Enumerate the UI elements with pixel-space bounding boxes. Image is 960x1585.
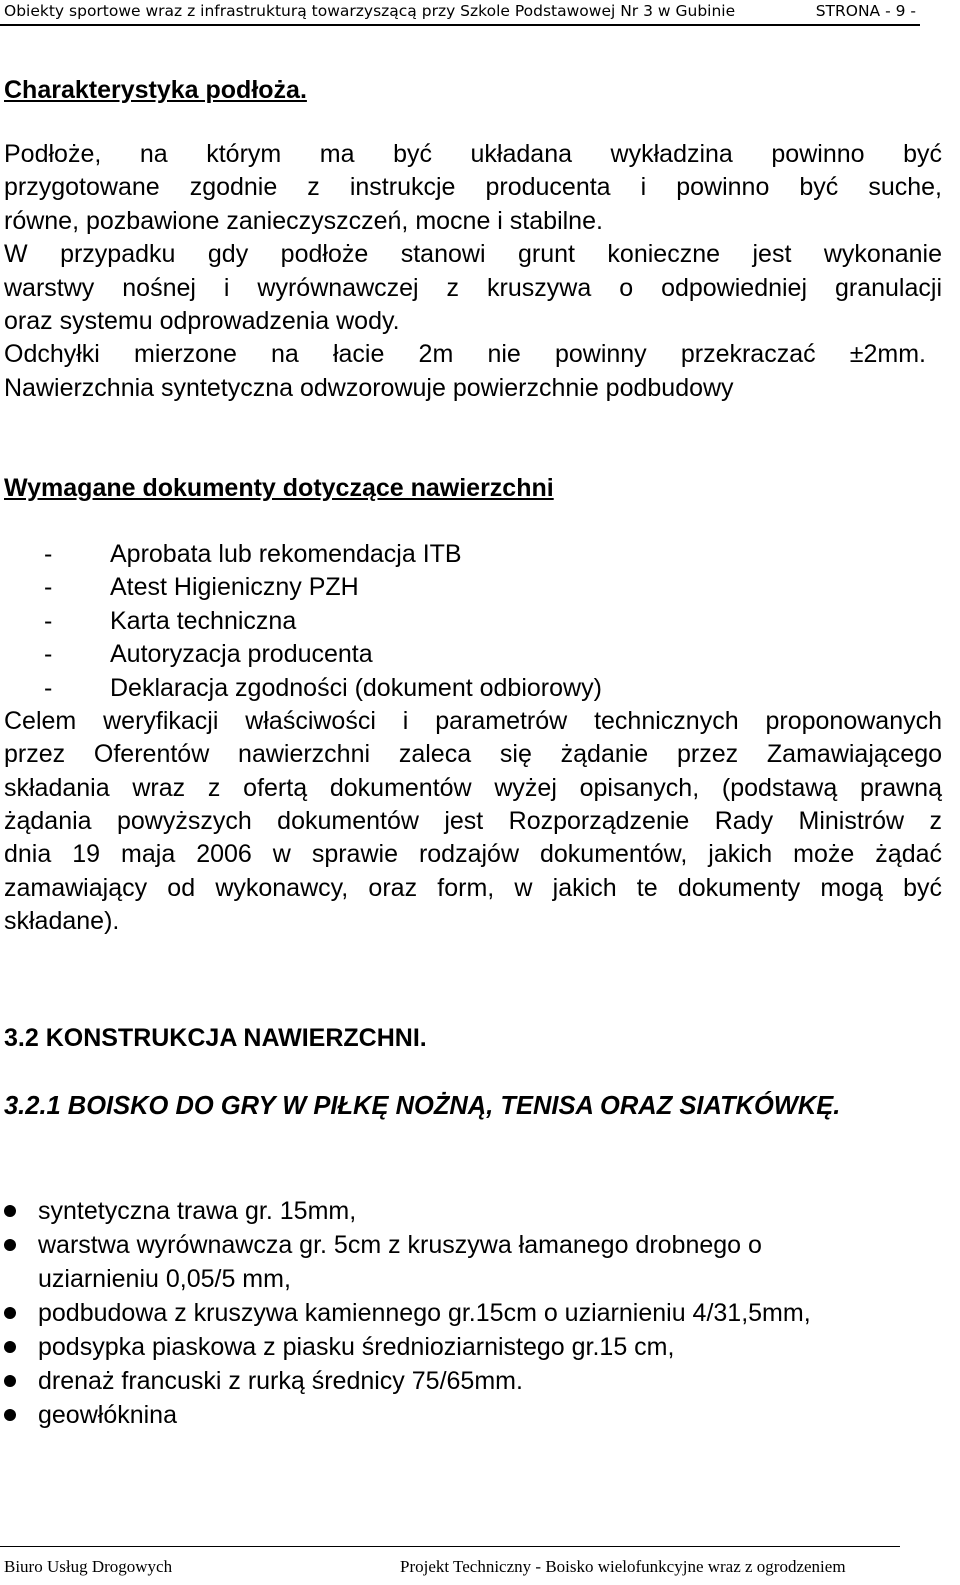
paragraph-line: równe, pozbawione zanieczyszczeń, mocne i stabilne. — [4, 207, 603, 235]
dash-marker: - — [44, 606, 53, 635]
list-item-text: warstwa wyrównawcza gr. 5cm z kruszywa łamanego drobnego o uziarnieniu 0,05/5 mm, — [38, 1231, 762, 1293]
dash-marker: - — [44, 540, 53, 568]
bullet-icon — [4, 1239, 16, 1251]
list-item-text: Karta techniczna — [110, 606, 297, 635]
page-header — [0, 0, 920, 26]
list-item — [0, 1330, 940, 1364]
paragraph-line: zamawiający od wykonawcy, oraz form, w jakich te dokumenty mogą być — [4, 874, 942, 902]
paragraph-line: Podłoże, na którym ma być układana wykładzina powinno być — [4, 140, 942, 168]
paragraph-line: Nawierzchnia syntetyczna odwzorowuje powierzchnie podbudowy — [4, 374, 734, 402]
paragraph-line: oraz systemu odprowadzenia wody. — [4, 307, 400, 335]
list-item — [44, 605, 602, 638]
list-item — [44, 638, 602, 671]
paragraph-line: warstwy nośnej i wyrównawczej z kruszywa o odpowiedniej granulacji — [4, 274, 942, 302]
paragraph-line: przygotowane zgodnie z instrukcje producenta i powinno być suche, — [4, 173, 942, 201]
list-item — [0, 1194, 940, 1228]
list-item — [44, 672, 602, 705]
list-item-text: syntetyczna trawa gr. 15mm, — [38, 1197, 357, 1225]
bullet-icon — [4, 1205, 16, 1217]
list-item-text: Autoryzacja producenta — [110, 640, 373, 669]
list-item-text: Aprobata lub rekomendacja ITB — [110, 540, 462, 568]
list-item — [0, 1364, 940, 1398]
paragraph-line: W przypadku gdy podłoże stanowi grunt konieczne jest wykonanie — [4, 240, 942, 268]
list-item — [0, 1228, 940, 1296]
dash-marker: - — [44, 673, 53, 702]
bullet-icon — [4, 1307, 16, 1319]
required-documents-list — [44, 538, 602, 705]
list-item-text: Deklaracja zgodności (dokument odbiorowy) — [110, 673, 602, 702]
header-title: Obiekty sportowe wraz z infrastrukturą towarzyszącą przy Szkole Podstawowej Nr 3 w Gubinie — [4, 2, 736, 20]
paragraph-line: składania wraz z ofertą dokumentów wyżej opisanych, (podstawą prawną — [4, 774, 942, 802]
bullet-icon — [4, 1341, 16, 1353]
list-item — [0, 1398, 940, 1432]
heading-konstrukcja: 3.2 KONSTRUKCJA NAWIERZCHNI. — [4, 1024, 427, 1052]
dash-marker: - — [44, 573, 53, 602]
construction-layers-list — [0, 1194, 940, 1432]
list-item-text: geowłóknina — [38, 1401, 177, 1429]
header-page-number: STRONA - 9 - — [815, 2, 916, 20]
paragraph-line: Odchyłki mierzone na łacie 2m nie powinny przekraczać ±2mm. — [4, 340, 926, 368]
list-item-text: podbudowa z kruszywa kamiennego gr.15cm o uziarnieniu 4/31,5mm, — [38, 1299, 811, 1327]
list-item-text: podsypka piaskowa z piasku średnioziarnistego gr.15 cm, — [38, 1333, 675, 1361]
paragraph-line: dnia 19 maja 2006 w sprawie rodzajów dokumentów, jakich może żądać — [4, 840, 942, 868]
dash-marker: - — [44, 640, 53, 669]
bullet-icon — [4, 1375, 16, 1387]
list-item — [44, 538, 602, 571]
paragraph-line: żądania powyższych dokumentów jest Rozporządzenie Rady Ministrów z — [4, 807, 942, 835]
heading-wymagane-dokumenty: Wymagane dokumenty dotyczące nawierzchni — [4, 474, 554, 502]
list-item-text: Atest Higieniczny PZH — [110, 573, 359, 602]
heading-charakterystyka: Charakterystyka podłoża. — [4, 76, 307, 104]
paragraph-line: składane). — [4, 907, 120, 935]
list-item — [0, 1296, 940, 1330]
footer-left: Biuro Usług Drogowych — [4, 1557, 173, 1576]
list-item — [44, 571, 602, 604]
page-footer — [0, 1546, 900, 1585]
heading-boisko: 3.2.1 BOISKO DO GRY W PIŁKĘ NOŻNĄ, TENISA ORAZ SIATKÓWKĘ. — [4, 1092, 841, 1120]
paragraph-line: przez Oferentów nawierzchni zaleca się żądanie przez Zamawiającego — [4, 740, 942, 768]
paragraph-line: Celem weryfikacji właściwości i parametrów technicznych proponowanych — [4, 707, 942, 735]
list-item-text: drenaż francuski z rurką średnicy 75/65mm. — [38, 1367, 523, 1395]
bullet-icon — [4, 1409, 16, 1421]
footer-right: Projekt Techniczny - Boisko wielofunkcyjne wraz z ogrodzeniem — [400, 1557, 846, 1576]
